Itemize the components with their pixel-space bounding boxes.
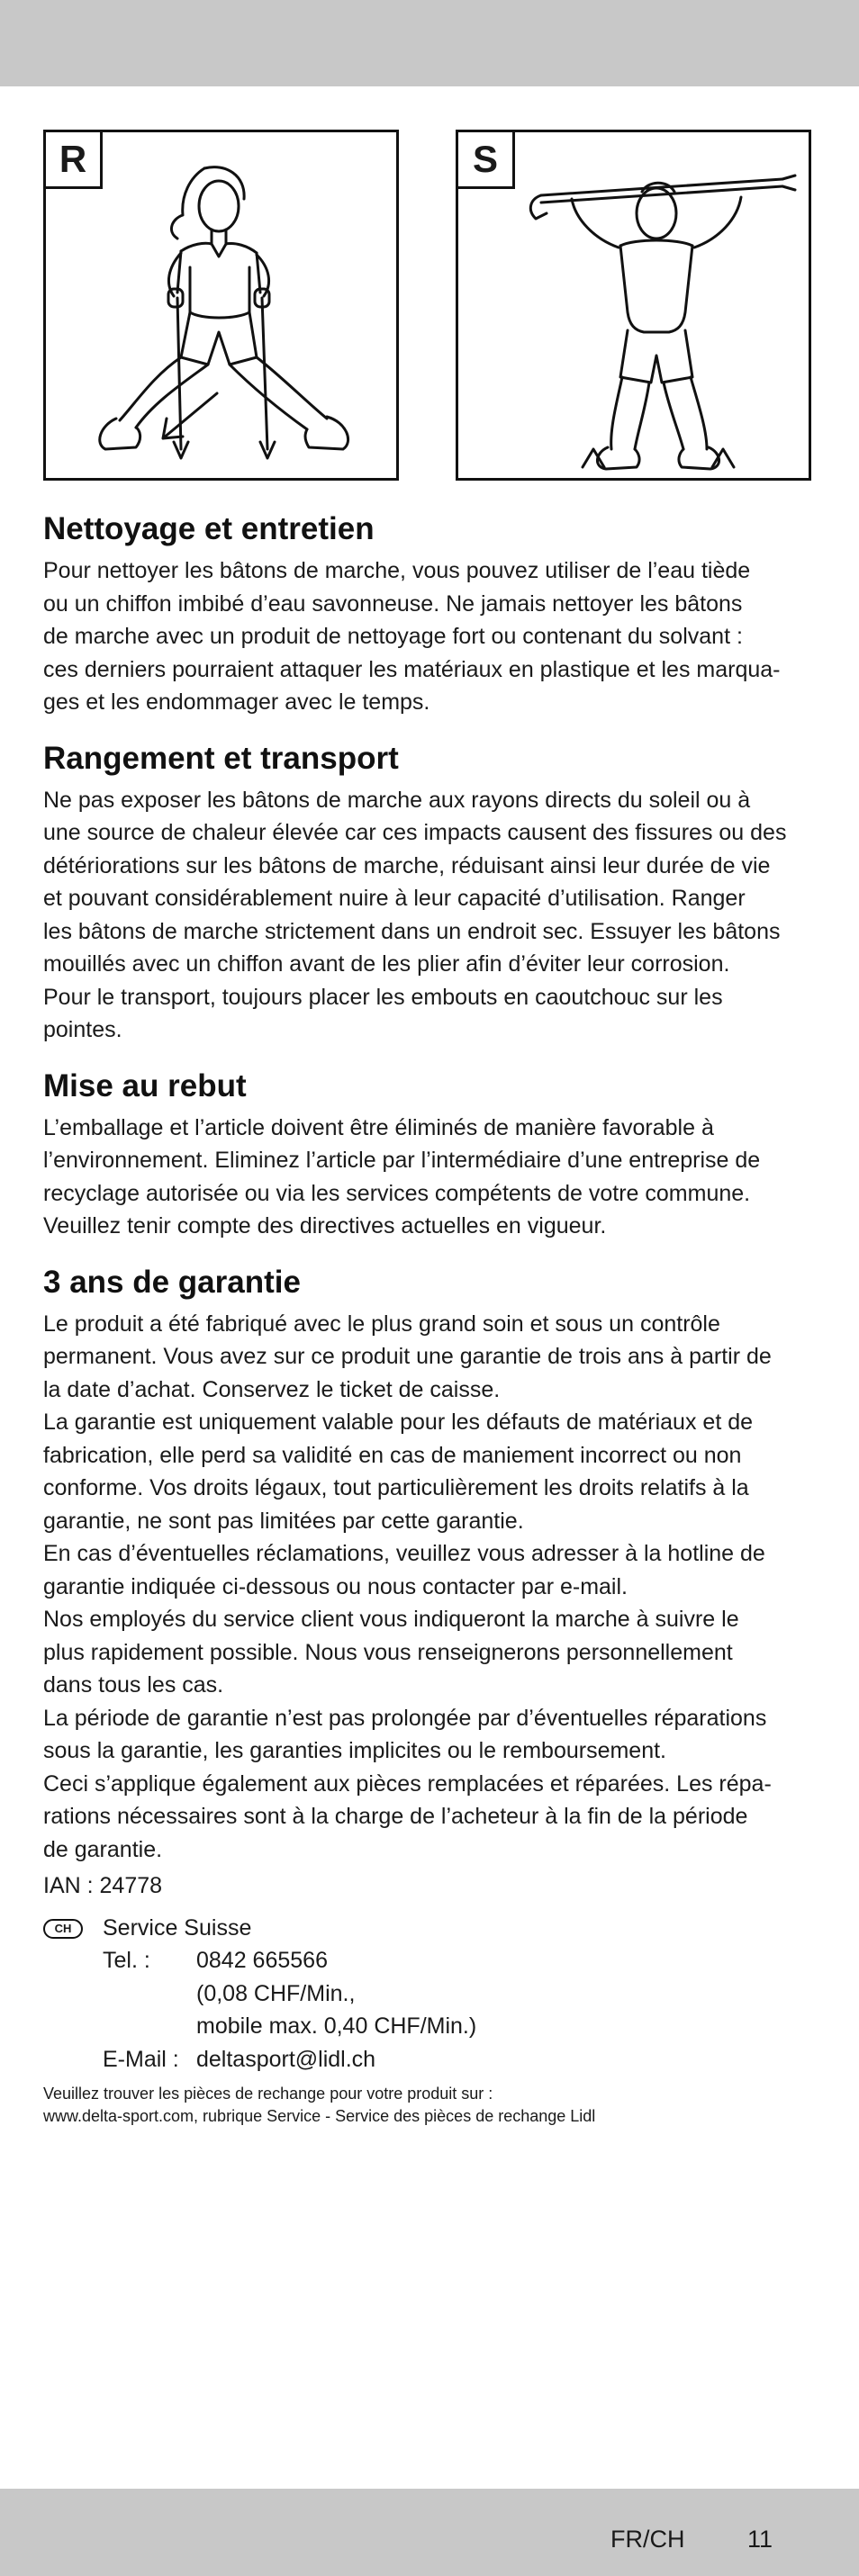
footer-language: FR/CH — [610, 2526, 685, 2553]
section-cleaning — [43, 509, 818, 719]
text-line: Le produit a été fabriqué avec le plus grand soin et sous un contrôle — [43, 1311, 720, 1337]
section-body — [43, 784, 818, 1047]
text-line: conforme. Vos droits légaux, tout particulièrement les droits relatifs à la — [43, 1475, 749, 1500]
text-line: En cas d’éventuelles réclamations, veuillez vous adresser à la hotline de — [43, 1541, 765, 1566]
note-line: www.delta-sport.com, rubrique Service - Service des pièces de rechange Lidl — [43, 2106, 596, 2125]
service-title: Service Suisse — [103, 1914, 252, 1941]
section-heading: Nettoyage et entretien — [43, 511, 375, 546]
text-line: dans tous les cas. — [43, 1672, 224, 1698]
text-line: Ceci s’applique également aux pièces remplacées et réparées. Les répa- — [43, 1770, 772, 1797]
figure-r — [43, 130, 399, 481]
text-line: garantie, ne sont pas limitées par cette garantie. — [43, 1508, 524, 1534]
bottom-band — [0, 2489, 859, 2576]
text-line: Veuillez tenir compte des directives actuelles en vigueur. — [43, 1213, 607, 1238]
ian-number: IAN : 24778 — [43, 1873, 163, 1898]
figure-letter: S — [458, 132, 515, 189]
tel-label: Tel. : — [103, 1948, 150, 1973]
text-line: et pouvant considérablement nuire à leur capacité d’utilisation. Ranger — [43, 886, 746, 911]
text-line: garantie indiquée ci-dessous ou nous contacter par e-mail. — [43, 1573, 628, 1599]
text-line: Ne pas exposer les bâtons de marche aux rayons directs du soleil ou à — [43, 787, 751, 813]
section-body — [43, 1112, 818, 1243]
text-line: détériorations sur les bâtons de marche, réduisant ainsi leur durée de vie — [43, 852, 771, 878]
text-line: mouillés avec un chiffon avant de les plier afin d’éviter leur corrosion. — [43, 951, 730, 977]
text-line: ces derniers pourraient attaquer les matériaux en plastique et les marqua- — [43, 656, 781, 682]
text-line: la date d’achat. Conservez le ticket de caisse. — [43, 1376, 501, 1402]
figure-letter: R — [46, 132, 103, 189]
tel-rate-mobile: mobile max. 0,40 CHF/Min.) — [196, 2013, 477, 2039]
text-line: L’emballage et l’article doivent être éliminés de manière favorable à — [43, 1114, 714, 1140]
text-line: sous la garantie, les garanties implicites ou le remboursement. — [43, 1738, 667, 1763]
text-line: Pour nettoyer les bâtons de marche, vous pouvez utiliser de l’eau tiède — [43, 558, 751, 583]
note-line: Veuillez trouver les pièces de rechange pour votre produit sur : — [43, 2084, 493, 2103]
text-line: Nos employés du service client vous indiqueront la marche à suivre le — [43, 1607, 739, 1632]
text-line: plus rapidement possible. Nous vous renseignerons personnellement — [43, 1639, 733, 1665]
figure-s — [456, 130, 811, 481]
section-heading: Rangement et transport — [43, 740, 399, 776]
tel-number: 0842 665566 — [196, 1948, 328, 1973]
email-address: deltasport@lidl.ch — [196, 2046, 376, 2072]
text-line: les bâtons de marche strictement dans un endroit sec. Essuyer les bâtons — [43, 918, 781, 944]
top-band — [0, 0, 859, 86]
text-line: de marche avec un produit de nettoyage fort ou contenant du solvant : — [43, 624, 743, 649]
content-column — [43, 509, 818, 2128]
text-line: pointes. — [43, 1017, 122, 1042]
text-line: rations nécessaires sont à la charge de l’acheteur à la fin de la période — [43, 1804, 748, 1829]
text-line: La période de garantie n’est pas prolongée par d’éventuelles réparations — [43, 1705, 767, 1731]
service-contact — [43, 1912, 818, 2079]
section-heading: Mise au rebut — [43, 1067, 247, 1103]
page-number: 11 — [747, 2526, 773, 2553]
section-storage — [43, 739, 818, 1047]
tel-rate: (0,08 CHF/Min., — [196, 1980, 356, 2006]
spare-parts-note — [43, 2083, 818, 2128]
email-label: E-Mail : — [103, 2046, 179, 2072]
section-heading: 3 ans de garantie — [43, 1264, 301, 1300]
text-line: l’environnement. Eliminez l’article par l’intermédiaire d’une entreprise de — [43, 1148, 761, 1173]
text-line: de garantie. — [43, 1836, 163, 1862]
text-line: permanent. Vous avez sur ce produit une garantie de trois ans à partir de — [43, 1344, 772, 1369]
text-line: recyclage autorisée ou via les services compétents de votre commune. — [43, 1180, 751, 1206]
section-warranty — [43, 1263, 818, 1867]
section-body — [43, 1308, 818, 1867]
text-line: ou un chiffon imbibé d’eau savonneuse. Ne jamais nettoyer les bâtons — [43, 590, 743, 617]
section-disposal — [43, 1067, 818, 1243]
section-body — [43, 554, 818, 719]
text-line: La garantie est uniquement valable pour les défauts de matériaux et de — [43, 1410, 754, 1435]
swiss-country-badge-icon: CH — [43, 1919, 83, 1939]
text-line: fabrication, elle perd sa validité en cas de maniement incorrect ou non — [43, 1442, 742, 1468]
text-line: Pour le transport, toujours placer les embouts en caoutchouc sur les — [43, 984, 723, 1010]
text-line: une source de chaleur élevée car ces impacts causent des fissures ou des — [43, 820, 787, 845]
text-line: ges et les endommager avec le temps. — [43, 689, 430, 715]
